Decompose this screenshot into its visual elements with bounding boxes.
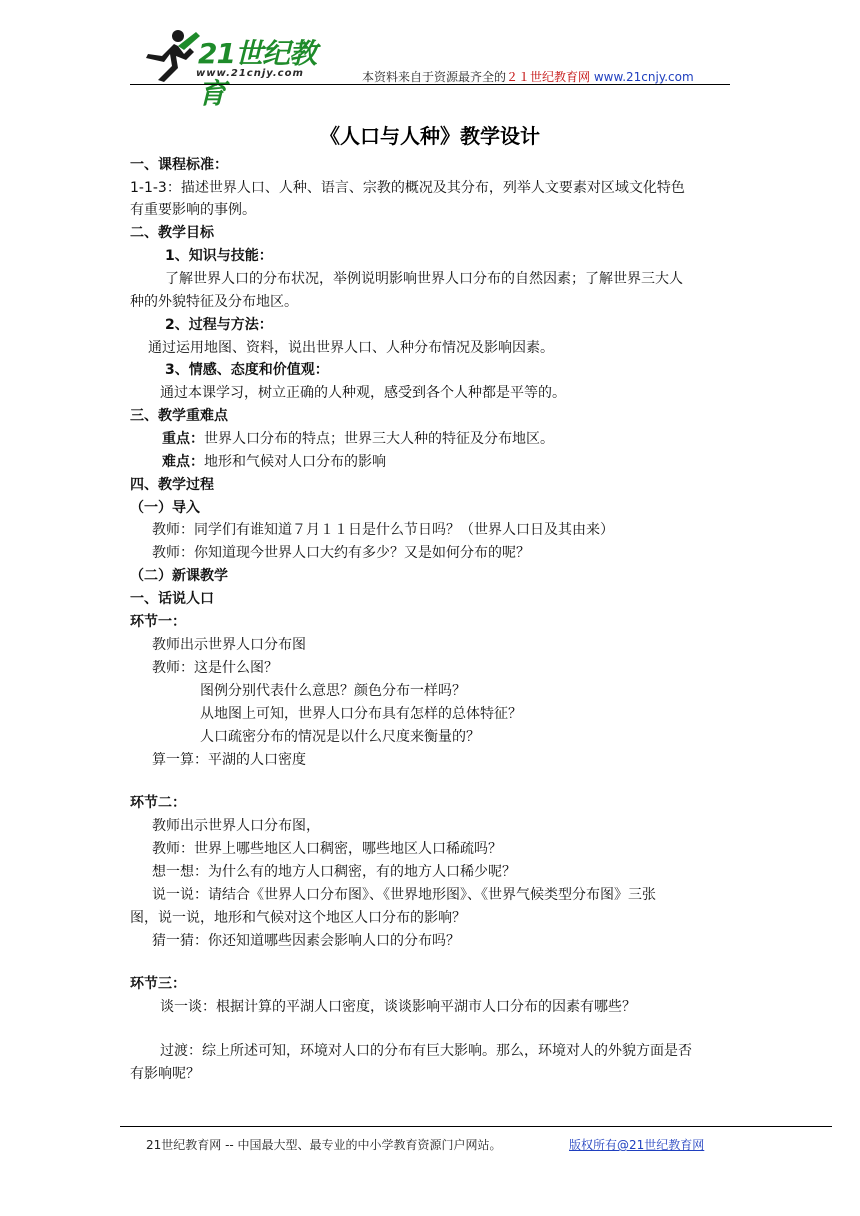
key-point-label: 重点： xyxy=(162,431,204,447)
paragraph-line: 从地图上可知，世界人口分布具有怎样的总体特征？ xyxy=(200,706,522,722)
section-heading-keypoints: 三、教学重难点 xyxy=(130,408,228,424)
paragraph-line: 通过运用地图、资料，说出世界人口、人种分布情况及影响因素。 xyxy=(148,340,554,356)
stage-two-heading: 环节二： xyxy=(130,795,186,811)
paragraph-line: 教师出示世界人口分布图， xyxy=(152,818,320,834)
paragraph-line: 图例分别代表什么意思？颜色分布一样吗？ xyxy=(200,683,466,699)
key-point-line xyxy=(162,431,554,447)
paragraph-line: 猜一猜：你还知道哪些因素会影响人口的分布吗？ xyxy=(152,933,460,949)
difficulty-label: 难点： xyxy=(162,454,204,470)
paragraph-line: 教师：你知道现今世界人口大约有多少？又是如何分布的呢？ xyxy=(152,545,530,561)
subheading-process: 2、过程与方法： xyxy=(165,317,273,333)
paragraph-line: 图，说一说，地形和气候对这个地区人口分布的影响？ xyxy=(130,910,466,926)
paragraph-line: 教师出示世界人口分布图 xyxy=(152,637,306,653)
paragraph-line: 谈一谈：根据计算的平湖人口密度，谈谈影响平湖市人口分布的因素有哪些？ xyxy=(160,999,636,1015)
paragraph-line: 想一想：为什么有的地方人口稠密，有的地方人口稀少呢？ xyxy=(152,864,516,880)
footer-copyright-link[interactable]: 版权所有@21世纪教育网 xyxy=(569,1138,705,1152)
paragraph-line: 过渡：综上所述可知，环境对人口的分布有巨大影响。那么，环境对人的外貌方面是否 xyxy=(160,1043,692,1059)
paragraph-line: 了解世界人口的分布状况，举例说明影响世界人口分布的自然因素；了解世界三大人 xyxy=(165,271,683,287)
header-brand-link[interactable]: ２１世纪教育网 xyxy=(506,70,591,84)
stage-one-heading: 环节一： xyxy=(130,614,186,630)
paragraph-line: 人口疏密分布的情况是以什么尺度来衡量的？ xyxy=(200,729,480,745)
difficulty-line xyxy=(162,454,386,470)
section-heading-standard: 一、课程标准： xyxy=(130,157,228,173)
header-url-link[interactable]: www.21cnjy.com xyxy=(593,70,694,84)
paragraph-line: 有重要影响的事例。 xyxy=(130,202,256,218)
difficulty-text: 地形和气候对人口分布的影响 xyxy=(204,454,386,470)
paragraph-line: 说一说：请结合《世界人口分布图》、《世界地形图》、《世界气候类型分布图》三张 xyxy=(152,887,656,903)
header-divider xyxy=(130,84,730,85)
page-header xyxy=(130,22,730,110)
paragraph-line: 通过本课学习，树立正确的人种观，感受到各个人种都是平等的。 xyxy=(160,385,566,401)
site-logo xyxy=(138,28,338,110)
paragraph-line: 1-1-3：描述世界人口、人种、语言、宗教的概况及其分布，列举人文要素对区域文化特色 xyxy=(130,180,685,196)
footer-divider xyxy=(120,1126,832,1127)
logo-text: 21世纪教育 xyxy=(198,37,316,110)
stage-three-heading: 环节三： xyxy=(130,976,186,992)
header-source-note xyxy=(362,68,694,85)
paragraph-line: 有影响呢？ xyxy=(130,1066,200,1082)
document-title: 《人口与人种》教学设计 xyxy=(320,124,540,148)
section-heading-goals: 二、教学目标 xyxy=(130,225,214,241)
section-heading-process: 四、教学过程 xyxy=(130,477,214,493)
subheading-new-lesson: （二）新课教学 xyxy=(130,568,228,584)
logo-url: www.21cnjy.com xyxy=(196,68,304,79)
footer-description: 21世纪教育网 -- 中国最大型、最专业的中小学教育资源门户网站。 xyxy=(146,1138,502,1152)
paragraph-line: 教师：世界上哪些地区人口稠密，哪些地区人口稀疏吗？ xyxy=(152,841,502,857)
subheading-values: 3、情感、态度和价值观： xyxy=(165,362,329,378)
key-point-text: 世界人口分布的特点；世界三大人种的特征及分布地区。 xyxy=(204,431,554,447)
paragraph-line: 教师：同学们有谁知道７月１１日是什么节日吗？（世界人口日及其由来） xyxy=(152,522,614,538)
paragraph-line: 算一算：平湖的人口密度 xyxy=(152,752,306,768)
subheading-intro: （一）导入 xyxy=(130,500,200,516)
subheading-knowledge: 1、知识与技能： xyxy=(165,248,273,264)
paragraph-line: 教师：这是什么图？ xyxy=(152,660,278,676)
paragraph-line: 种的外貌特征及分布地区。 xyxy=(130,294,298,310)
subheading-population: 一、话说人口 xyxy=(130,591,214,607)
header-note-prefix: 本资料来自于资源最齐全的 xyxy=(362,70,507,84)
